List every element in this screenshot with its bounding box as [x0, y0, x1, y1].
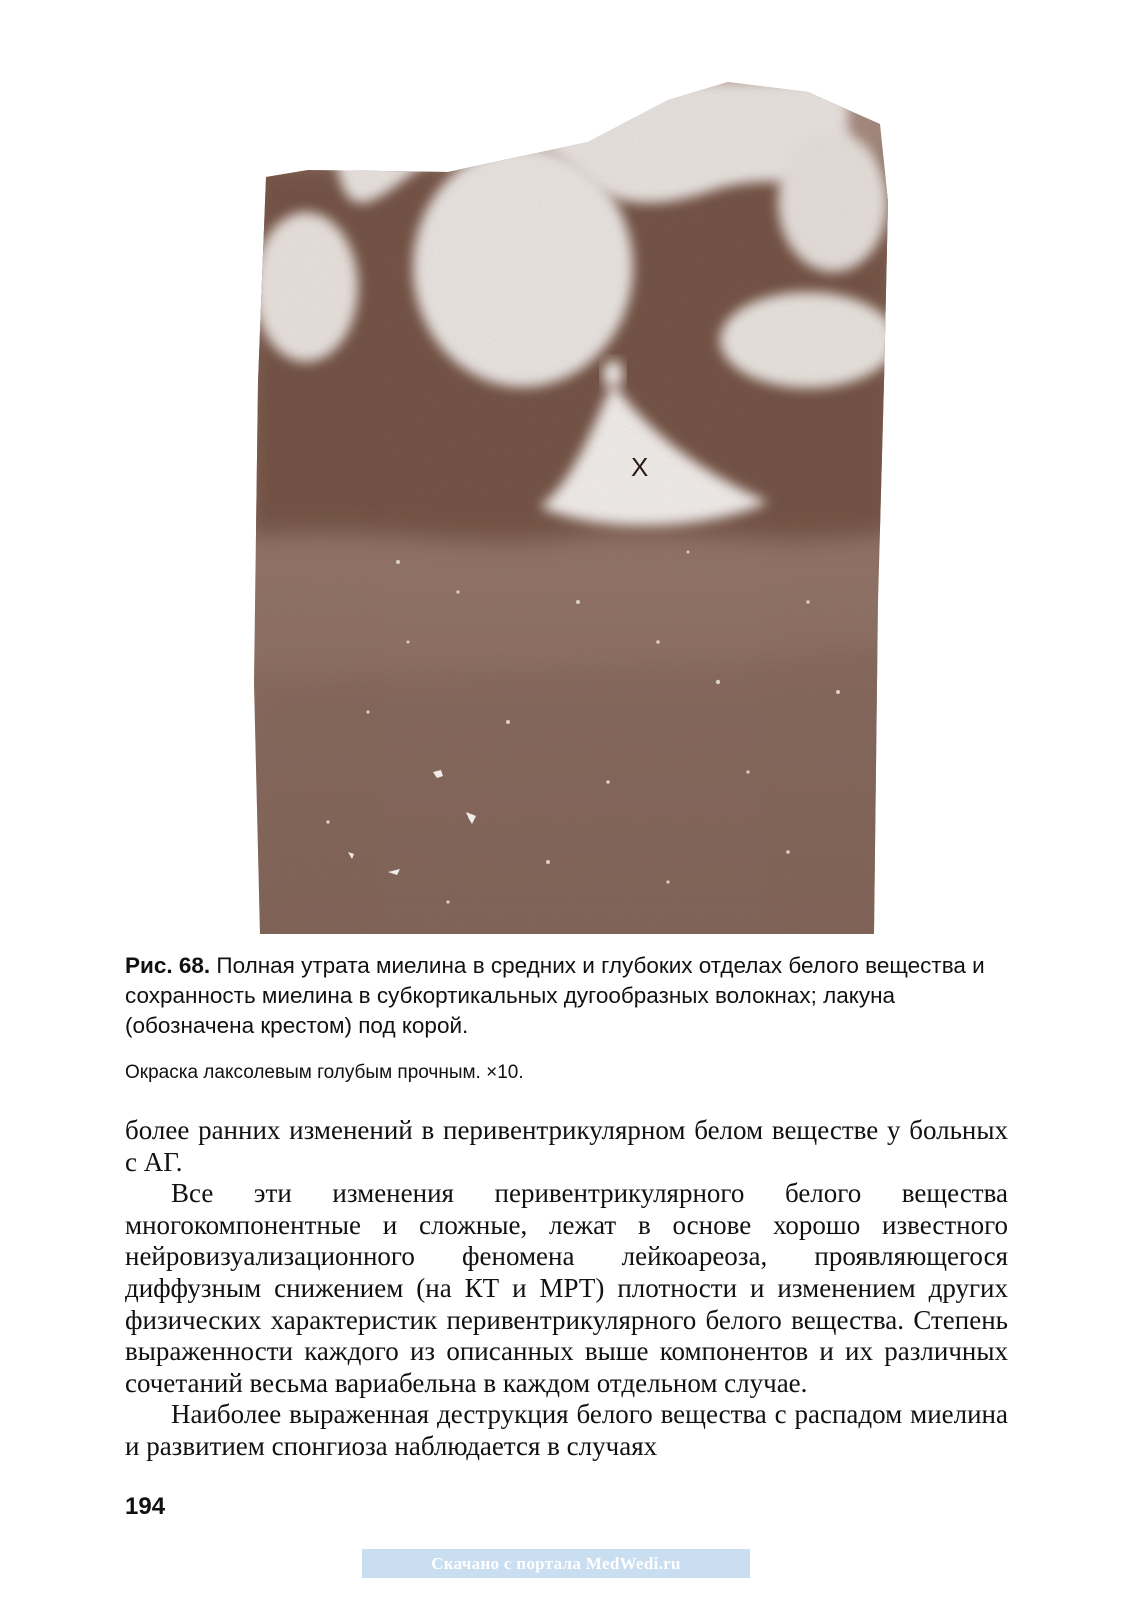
figure-caption	[125, 951, 1010, 1041]
micrograph-image	[248, 82, 898, 934]
caption-stain-note: Окраска лаксолевым голубым прочным. ×10.	[125, 1062, 524, 1083]
watermark-banner: Скачано с портала MedWedi.ru	[362, 1549, 750, 1578]
caption-text: Полная утрата миелина в средних и глубоких отделах белого вещества и сохранность миелина в субкортикальных дугообразных волокнах; лакуна (обозначена крестом) под корой.	[125, 953, 985, 1038]
caption-label: Рис. 68.	[125, 953, 211, 978]
body-text	[125, 1115, 1008, 1463]
page-number: 194	[125, 1493, 166, 1520]
paragraph: Наиболее выраженная деструкция белого вещества с распадом миелина и развитием спонгиоза наблюдается в случаях	[125, 1399, 1008, 1461]
micrograph-figure	[248, 82, 898, 934]
paragraph: Все эти изменения перивентрикулярного белого вещества многокомпонентные и сложные, лежат в основе хорошо известного нейровизуализационного феномена лейкоареоза, проявляющегося диффузным снижением (на КТ и МРТ) плотности и изменением других физических характеристик перивентрикулярного белого вещества. Степень выраженности каждого из описанных выше компонентов и их различных сочетаний весьма вариабельна в каждом отдельном случае.	[125, 1178, 1008, 1398]
paragraph: более ранних изменений в перивентрикулярном белом веществе у больных с АГ.	[125, 1115, 1008, 1177]
lacuna-marker: X	[631, 452, 649, 482]
